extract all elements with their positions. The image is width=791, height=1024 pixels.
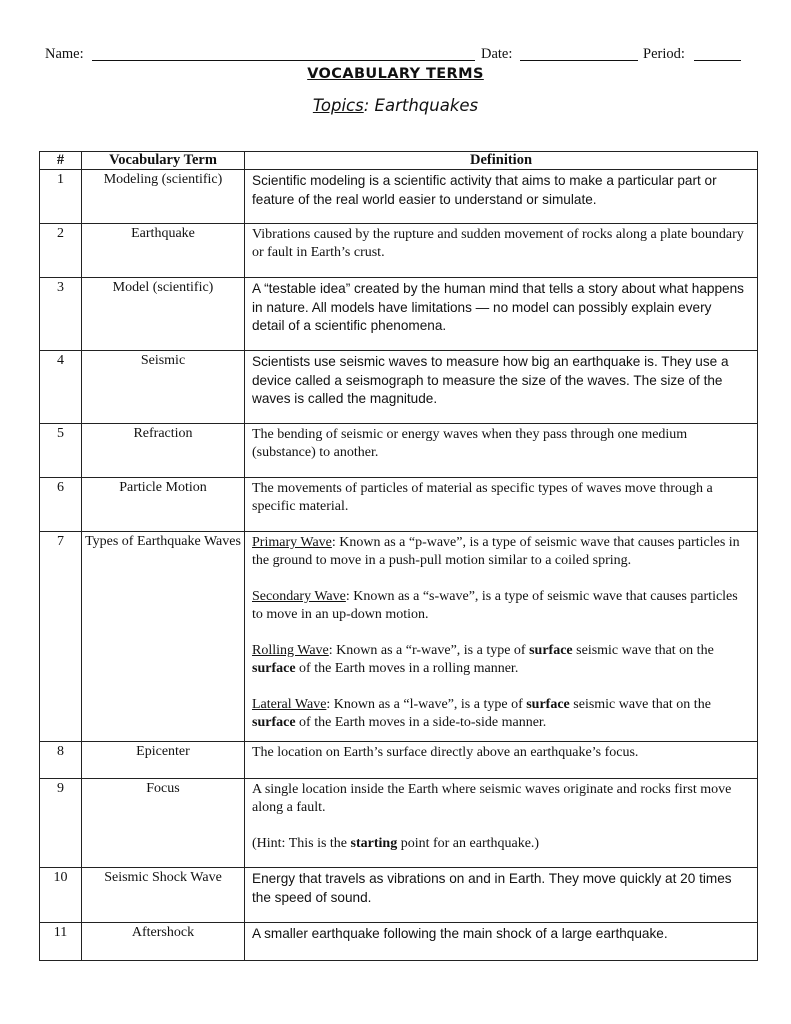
row-definition-focus: [245, 779, 758, 868]
row-number: 7: [40, 532, 82, 742]
table-row: [40, 742, 758, 779]
row-definition: A smaller earthquake following the main shock of a large earthquake.: [245, 923, 758, 961]
table-row: [40, 779, 758, 868]
table-row: [40, 170, 758, 224]
table-row: [40, 923, 758, 961]
row-definition-waves: [245, 532, 758, 742]
row-term: Modeling (scientific): [82, 170, 245, 224]
row-number: 6: [40, 478, 82, 532]
name-blank: [92, 60, 475, 61]
header-term: Vocabulary Term: [82, 152, 245, 170]
row-number: 1: [40, 170, 82, 224]
student-info-line: [40, 46, 750, 66]
wave-text: : Known as a “r-wave”, is a type of: [328, 643, 530, 658]
wave-bold: surface: [252, 715, 296, 730]
header-number: #: [40, 152, 82, 170]
table-row: [40, 278, 758, 351]
table-row: [40, 868, 758, 923]
row-number: 10: [40, 868, 82, 923]
period-blank: [694, 60, 741, 61]
row-number: 11: [40, 923, 82, 961]
topics-colon: :: [363, 96, 370, 115]
row-definition: Scientists use seismic waves to measure how big an earthquake is. They use a device called a seismograph to measure the size of the waves. The size of the waves is called the magnitude.: [245, 351, 758, 424]
row-term: Focus: [82, 779, 245, 868]
row-definition: Scientific modeling is a scientific activity that aims to make a particular part or feature of the real world easier to understand or simulate.: [245, 170, 758, 224]
wave-primary: [252, 534, 747, 570]
wave-bold: surface: [529, 643, 573, 658]
hint-text: (Hint: This is the: [252, 836, 351, 851]
topics-value: Earthquakes: [374, 96, 479, 115]
name-label: Name:: [45, 46, 84, 62]
wave-bold: surface: [252, 661, 296, 676]
wave-text: of the Earth moves in a side-to-side manner.: [295, 715, 547, 730]
row-definition: Vibrations caused by the rupture and sudden movement of rocks along a plate boundary or fault in Earth’s crust.: [245, 224, 758, 278]
wave-name: Primary Wave: [252, 535, 332, 550]
date-blank: [520, 60, 638, 61]
table-row: [40, 351, 758, 424]
topics-label: Topics: [312, 96, 364, 115]
period-label: Period:: [643, 46, 685, 62]
row-number: 5: [40, 424, 82, 478]
row-term: Model (scientific): [82, 278, 245, 351]
row-term: Refraction: [82, 424, 245, 478]
wave-secondary: [252, 588, 747, 624]
wave-text: : Known as a “s-wave”, is a type of seismic wave that causes particles to move in an up-down motion.: [252, 589, 738, 622]
wave-rolling: [252, 642, 747, 678]
table-row: [40, 224, 758, 278]
wave-text: seismic wave that on the: [572, 643, 714, 658]
row-number: 4: [40, 351, 82, 424]
hint-text: point for an earthquake.): [397, 836, 540, 851]
header-definition: Definition: [245, 152, 758, 170]
wave-bold: surface: [526, 697, 570, 712]
table-row: [40, 532, 758, 742]
wave-text: of the Earth moves in a rolling manner.: [295, 661, 519, 676]
topics-line: [0, 96, 791, 115]
row-number: 9: [40, 779, 82, 868]
row-definition: The bending of seismic or energy waves when they pass through one medium (substance) to another.: [245, 424, 758, 478]
row-term: Seismic Shock Wave: [82, 868, 245, 923]
row-term: Epicenter: [82, 742, 245, 779]
hint-bold: starting: [350, 836, 398, 851]
row-definition: The location on Earth’s surface directly above an earthquake’s focus.: [245, 742, 758, 779]
focus-definition: A single location inside the Earth where seismic waves originate and rocks first move along a fault.: [252, 782, 732, 815]
row-term: Seismic: [82, 351, 245, 424]
page-title: VOCABULARY TERMS: [307, 66, 484, 82]
focus-hint: [252, 835, 747, 853]
wave-text: seismic wave that on the: [569, 697, 711, 712]
row-term: Particle Motion: [82, 478, 245, 532]
wave-name: Rolling Wave: [252, 643, 329, 658]
wave-text: : Known as a “p-wave”, is a type of seismic wave that causes particles in the ground to move in a push-pull motion similar to a coiled spring.: [252, 535, 740, 568]
row-term: Types of Earthquake Waves: [82, 532, 245, 742]
vocabulary-table: [39, 151, 758, 961]
date-label: Date:: [481, 46, 513, 62]
row-definition: Energy that travels as vibrations on and in Earth. They move quickly at 20 times the speed of sound.: [245, 868, 758, 923]
table-row: [40, 478, 758, 532]
row-term: Earthquake: [82, 224, 245, 278]
table-row: [40, 424, 758, 478]
row-number: 3: [40, 278, 82, 351]
row-number: 8: [40, 742, 82, 779]
table-header-row: [40, 152, 758, 170]
row-term: Aftershock: [82, 923, 245, 961]
wave-name: Secondary Wave: [252, 589, 346, 604]
row-definition: The movements of particles of material as specific types of waves move through a specific material.: [245, 478, 758, 532]
wave-lateral: [252, 696, 747, 732]
row-number: 2: [40, 224, 82, 278]
row-definition: A “testable idea” created by the human mind that tells a story about what happens in nature. All models have limitations — no model can possibly explain every detail of a scientific phenomena.: [245, 278, 758, 351]
wave-text: : Known as a “l-wave”, is a type of: [326, 697, 527, 712]
wave-name: Lateral Wave: [252, 697, 327, 712]
